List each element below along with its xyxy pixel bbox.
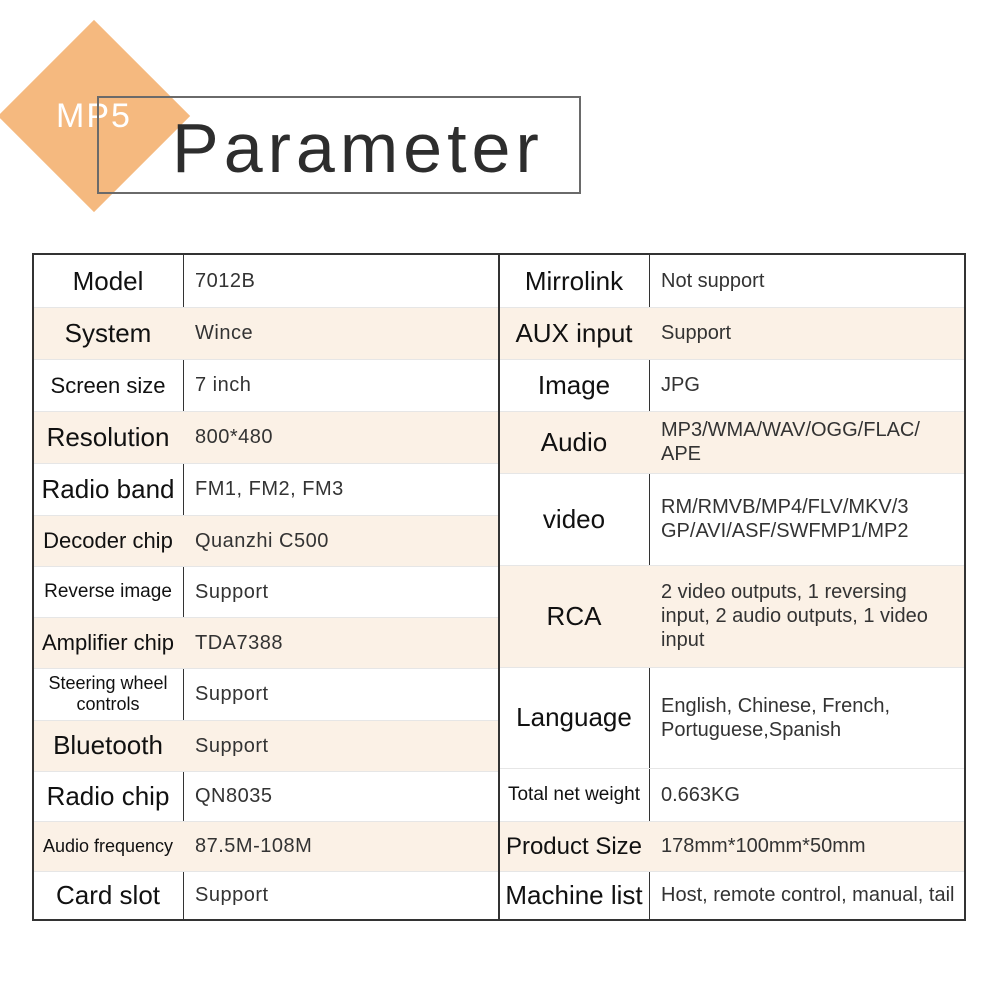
left-row-label: Screen size <box>50 372 166 398</box>
right-table-row <box>500 359 964 411</box>
right-table-row <box>500 667 964 768</box>
left-table-row <box>34 411 498 463</box>
left-table-row <box>34 821 498 871</box>
left-row-separator <box>34 668 498 669</box>
right-row-value: 178mm*100mm*50mm <box>661 835 866 857</box>
right-row-value: 2 video outputs, 1 reversing input, 2 audio outputs, 1 video input <box>661 581 928 651</box>
right-row-separator <box>500 307 964 308</box>
left-table-row <box>34 871 498 919</box>
right-row-separator <box>500 821 964 822</box>
right-row-label: Mirrolink <box>524 265 624 296</box>
right-row-separator <box>500 411 964 412</box>
right-table-row <box>500 871 964 919</box>
right-table-row <box>500 768 964 821</box>
left-table-row <box>34 255 498 307</box>
left-row-label: Resolution <box>46 421 170 452</box>
parameter-table <box>32 253 966 921</box>
left-row-separator <box>34 411 498 412</box>
left-row-separator <box>34 307 498 308</box>
left-table-row <box>34 307 498 359</box>
right-row-label: video <box>542 503 606 534</box>
left-table-row <box>34 720 498 771</box>
right-table-row <box>500 411 964 473</box>
right-row-separator <box>500 667 964 668</box>
left-row-value: QN8035 <box>195 785 273 807</box>
left-row-separator <box>34 871 498 872</box>
left-row-label: Card slot <box>55 879 161 910</box>
right-row-separator <box>500 871 964 872</box>
left-table-row <box>34 515 498 566</box>
left-row-value: 87.5M-108M <box>195 835 313 857</box>
right-row-label: Product Size <box>505 832 643 860</box>
left-row-label: Radio band <box>41 473 175 504</box>
left-row-value: Quanzhi C500 <box>195 529 329 552</box>
left-row-label: Radio chip <box>46 780 170 811</box>
right-row-separator <box>500 768 964 769</box>
right-row-label: Image <box>537 369 611 400</box>
left-row-label: Audio frequency <box>42 835 174 856</box>
right-row-separator <box>500 473 964 474</box>
left-row-value: Support <box>195 580 269 603</box>
right-table-row <box>500 473 964 565</box>
right-row-value: Support <box>661 322 732 344</box>
left-row-value: 7012B <box>195 270 256 292</box>
left-row-value: Support <box>195 683 269 705</box>
left-row-label: System <box>64 317 152 348</box>
left-row-separator <box>34 771 498 772</box>
left-row-value: FM1, FM2, FM3 <box>195 478 344 500</box>
left-row-label: Reverse image <box>44 580 172 602</box>
left-row-value: Support <box>195 884 269 906</box>
left-row-label: Model <box>72 265 144 296</box>
left-table-row <box>34 668 498 720</box>
right-table-row <box>500 821 964 871</box>
left-row-separator <box>34 720 498 721</box>
left-row-separator <box>34 617 498 618</box>
badge-label: MP5 <box>56 97 132 135</box>
right-row-value: JPG <box>661 374 700 396</box>
left-table-row <box>34 463 498 515</box>
left-row-label: Bluetooth <box>53 730 163 760</box>
left-table-row <box>34 359 498 411</box>
left-row-value: TDA7388 <box>195 631 283 654</box>
left-row-value: 800*480 <box>195 426 274 448</box>
right-table-row <box>500 307 964 359</box>
left-row-separator <box>34 821 498 822</box>
left-row-label: Decoder chip <box>43 528 173 553</box>
left-row-label: Amplifier chip <box>41 630 175 655</box>
left-table-row <box>34 771 498 821</box>
right-table-row <box>500 565 964 667</box>
right-row-label: AUX input <box>515 317 633 348</box>
left-row-label: Steering wheel controls <box>48 673 168 714</box>
right-row-value: 0.663KG <box>661 783 740 806</box>
left-row-value: 7 inch <box>195 374 252 396</box>
left-row-separator <box>34 566 498 567</box>
right-row-value: MP3/WMA/WAV/OGG/FLAC/ APE <box>661 419 920 465</box>
right-row-label: RCA <box>546 600 602 631</box>
right-row-value: RM/RMVB/MP4/FLV/MKV/3 GP/AVI/ASF/SWFMP1/MP2 <box>661 496 909 542</box>
right-row-separator <box>500 359 964 360</box>
left-table-row <box>34 617 498 668</box>
right-row-label: Total net weight <box>507 783 641 805</box>
right-row-label: Language <box>516 702 632 732</box>
right-table-row <box>500 255 964 307</box>
page-title: Parameter <box>172 109 544 187</box>
left-table-row <box>34 566 498 617</box>
left-row-value: Wince <box>195 322 254 344</box>
right-row-label: Machine list <box>505 879 643 910</box>
right-row-value: English, Chinese, French, Portuguese,Spanish <box>661 694 891 741</box>
left-row-separator <box>34 463 498 464</box>
left-row-separator <box>34 515 498 516</box>
right-row-value: Host, remote control, manual, tail <box>661 884 955 906</box>
right-row-label: Audio <box>540 426 608 457</box>
right-row-separator <box>500 565 964 566</box>
left-row-separator <box>34 359 498 360</box>
right-row-value: Not support <box>661 270 765 292</box>
left-row-value: Support <box>195 734 269 757</box>
